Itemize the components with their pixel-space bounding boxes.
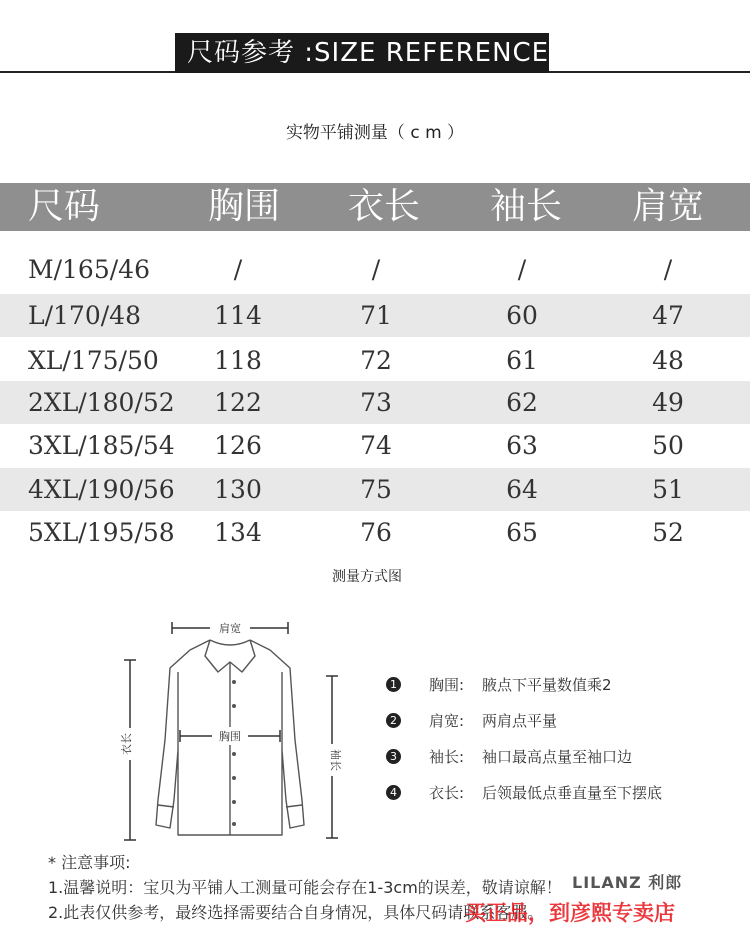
size-table-header xyxy=(0,183,750,231)
legend-item-chest xyxy=(386,674,726,710)
cell-length: 76 xyxy=(360,518,392,547)
cell-size: 3XL/185/54 xyxy=(28,431,175,460)
legend-key: 衣长: xyxy=(429,784,465,802)
cell-chest: 114 xyxy=(214,301,262,330)
note-item: 1.温馨说明：宝贝为平铺人工测量可能会存在1-3cm的误差，敬请谅解！ xyxy=(48,878,562,897)
cell-shoulder: 48 xyxy=(652,346,684,375)
cell-size: 5XL/195/58 xyxy=(28,518,175,547)
header-shoulder: 肩宽 xyxy=(632,186,705,227)
number-badge-icon: 2 xyxy=(386,713,401,728)
legend-key: 袖长: xyxy=(429,748,465,766)
cell-sleeve: 63 xyxy=(506,431,538,460)
table-row xyxy=(0,511,750,554)
shirt-measure-diagram xyxy=(110,610,360,845)
cell-chest: 134 xyxy=(214,518,262,547)
cell-sleeve: 60 xyxy=(506,301,538,330)
legend-item-shoulder xyxy=(386,710,726,746)
number-badge-icon: 3 xyxy=(386,749,401,764)
cell-sleeve: 62 xyxy=(506,388,538,417)
note-item: 2.此表仅供参考，最终选择需要结合自身情况，具体尺码请联系客服。 xyxy=(48,903,544,922)
cell-size: L/170/48 xyxy=(28,301,141,330)
table-row xyxy=(0,381,750,424)
table-row xyxy=(0,424,750,467)
length-label: 衣长 xyxy=(120,733,133,755)
cell-length: 74 xyxy=(360,431,392,460)
shirt-buttons xyxy=(232,680,236,826)
header-length: 衣长 xyxy=(348,186,421,227)
cell-length: / xyxy=(371,255,381,284)
cell-chest: 122 xyxy=(214,388,262,417)
promo-watermark: 买正品，到彦熙专卖店 xyxy=(465,900,675,925)
cell-size: XL/175/50 xyxy=(28,346,159,375)
cell-sleeve: 65 xyxy=(506,518,538,547)
header-size: 尺码 xyxy=(28,186,101,227)
cell-size: M/165/46 xyxy=(28,255,150,284)
cell-sleeve: 64 xyxy=(506,475,538,504)
legend-item-length xyxy=(386,782,726,818)
cell-sleeve: 61 xyxy=(506,346,538,375)
legend-desc: 后领最低点垂直量至下摆底 xyxy=(482,784,663,802)
cell-chest: 126 xyxy=(214,431,262,460)
cell-shoulder: 49 xyxy=(652,388,684,417)
legend-item-sleeve xyxy=(386,746,726,782)
cell-chest: 118 xyxy=(214,346,262,375)
legend-key: 胸围: xyxy=(429,676,465,694)
measure-method-title: 测量方式图 xyxy=(332,569,402,585)
cell-shoulder: 50 xyxy=(652,431,684,460)
table-row xyxy=(0,468,750,511)
cell-shoulder: 47 xyxy=(652,301,684,330)
cell-shoulder: 51 xyxy=(652,475,684,504)
cell-length: 73 xyxy=(360,388,392,417)
header-sleeve: 袖长 xyxy=(490,186,563,227)
legend-desc: 两肩点平量 xyxy=(482,712,558,730)
sleeve-label: 袖长 xyxy=(329,749,342,771)
cell-sleeve: / xyxy=(517,255,527,284)
cell-length: 72 xyxy=(360,346,392,375)
legend-key: 肩宽: xyxy=(429,712,465,730)
cell-shoulder: / xyxy=(663,255,673,284)
brand-logo: LILANZ 利郎 xyxy=(572,873,683,892)
number-badge-icon: 1 xyxy=(386,677,401,692)
cell-length: 71 xyxy=(360,301,392,330)
cell-chest: 130 xyxy=(214,475,262,504)
cell-chest: / xyxy=(233,255,243,284)
header-chest: 胸围 xyxy=(208,186,281,227)
chest-label: 胸围 xyxy=(219,730,241,743)
legend-desc: 腋点下平量数值乘2 xyxy=(482,676,612,694)
cell-size: 4XL/190/56 xyxy=(28,475,175,504)
cell-size: 2XL/180/52 xyxy=(28,388,175,417)
legend-desc: 袖口最高点量至袖口边 xyxy=(482,748,633,766)
measure-subtitle: 实物平铺测量（ c m ） xyxy=(285,123,465,143)
measure-legend xyxy=(386,674,726,818)
table-row xyxy=(0,339,750,382)
cell-shoulder: 52 xyxy=(652,518,684,547)
page-title: 尺码参考 :SIZE REFERENCE xyxy=(175,33,549,73)
cell-length: 75 xyxy=(360,475,392,504)
table-row xyxy=(0,248,750,291)
shoulder-label: 肩宽 xyxy=(219,622,241,635)
notes-heading: * 注意事项: xyxy=(48,853,131,872)
table-row xyxy=(0,294,750,337)
number-badge-icon: 4 xyxy=(386,785,401,800)
